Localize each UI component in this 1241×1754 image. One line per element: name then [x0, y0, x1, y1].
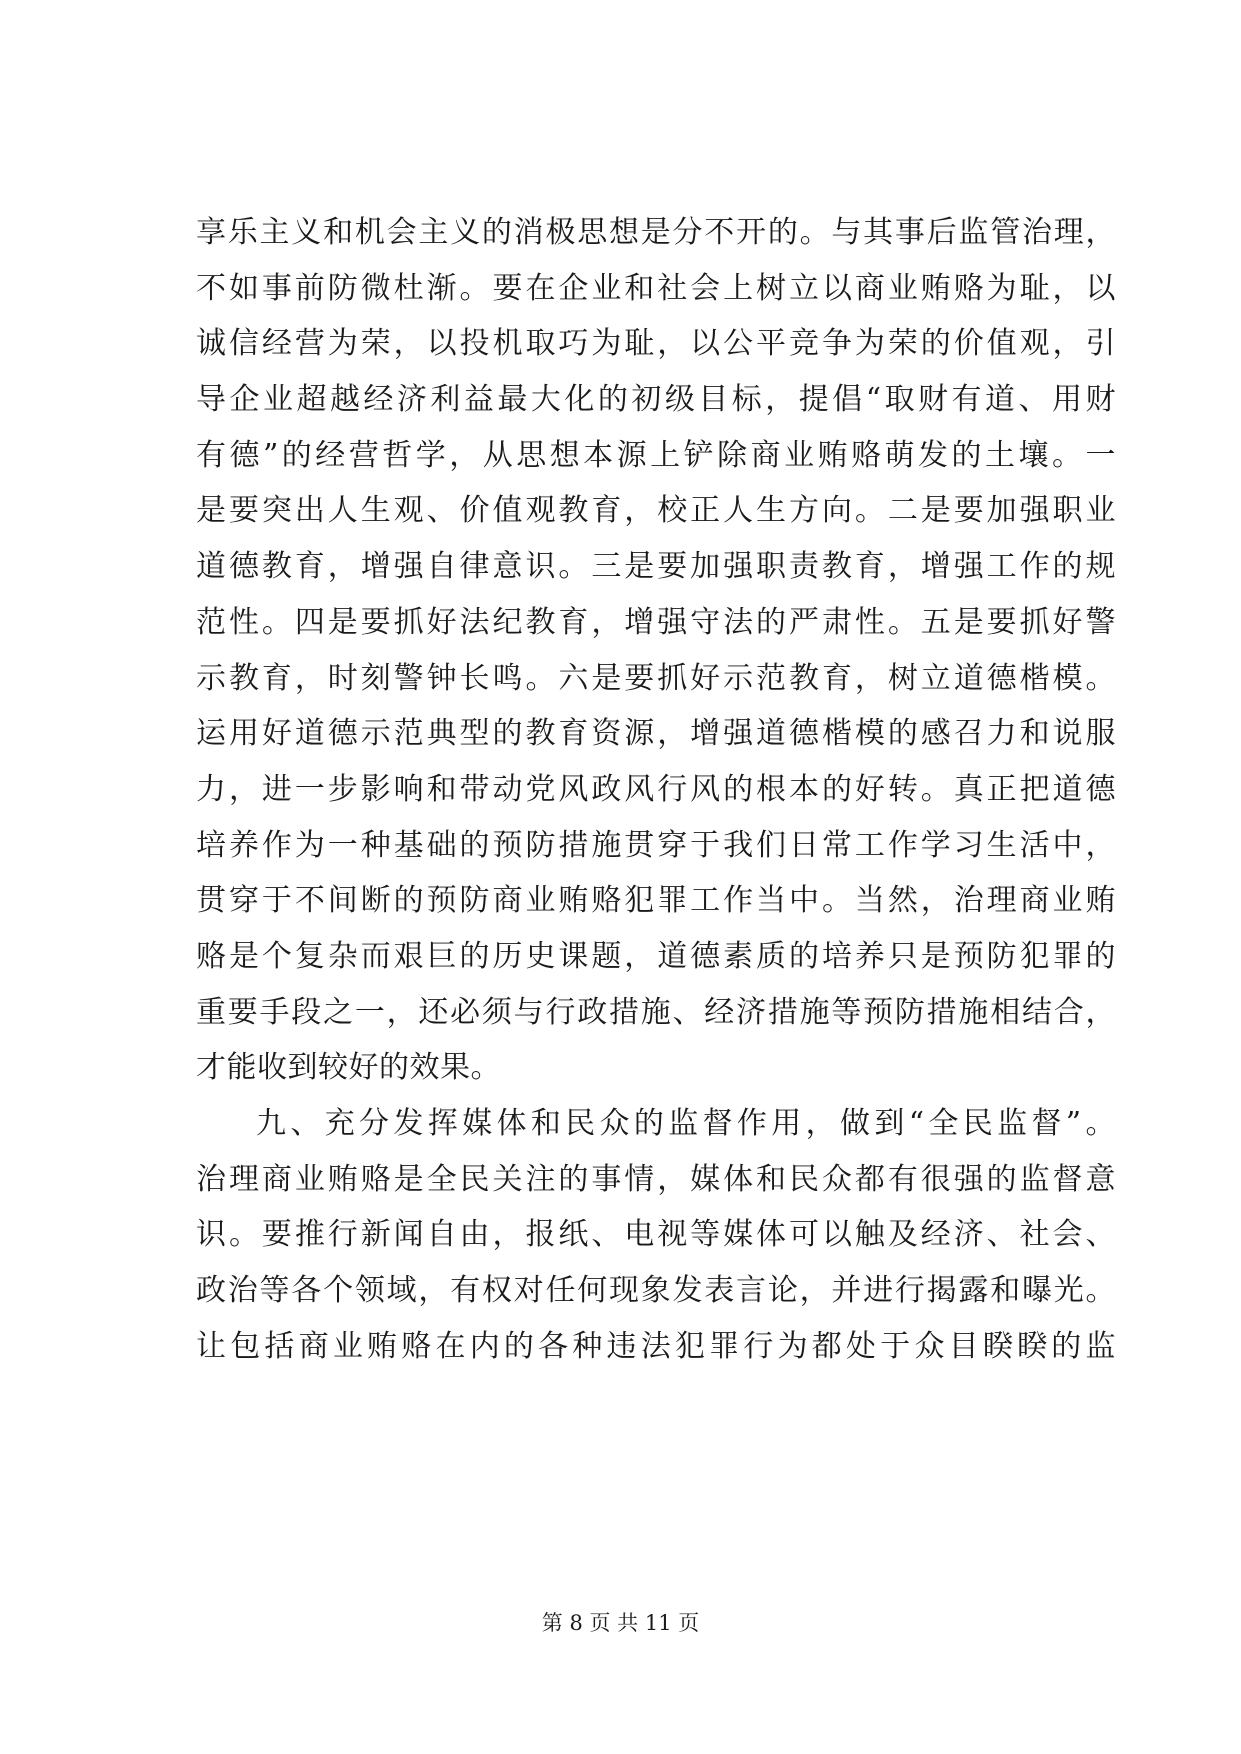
- text-line: 力，进一步影响和带动党风政风行风的根本的好转。真正把道德: [196, 771, 1116, 807]
- text-line: 诚信经营为荣，以投机取巧为耻，以公平竞争为荣的价值观，引: [196, 326, 1116, 362]
- text-line: 培养作为一种基础的预防措施贯穿于我们日常工作学习生活中，: [196, 827, 1116, 863]
- text-line: 享乐主义和机会主义的消极思想是分不开的。与其事后监管治理，: [196, 215, 1116, 250]
- section-heading-line: 九、充分发挥媒体和民众的监督作用，做到“全民监督”。: [256, 1106, 1116, 1141]
- paragraph-2: [196, 1096, 1116, 1374]
- text-line: 示教育，时刻警钟长鸣。六是要抓好示范教育，树立道德楷模。: [196, 660, 1116, 696]
- text-line: 才能收到较好的效果。: [196, 1050, 501, 1086]
- text-line: 重要手段之一，还必须与行政措施、经济措施等预防措施相结合，: [196, 994, 1116, 1030]
- text-line: 让包括商业贿赂在内的各种违法犯罪行为都处于众目睽睽的监: [196, 1328, 1116, 1364]
- text-line: 治理商业贿赂是全民关注的事情，媒体和民众都有很强的监督意: [196, 1161, 1116, 1197]
- document-body: [196, 205, 1116, 1374]
- text-line: 范性。四是要抓好法纪教育，增强守法的严肃性。五是要抓好警: [196, 604, 1116, 640]
- text-line: 贯穿于不间断的预防商业贿赂犯罪工作当中。当然，治理商业贿: [196, 883, 1116, 919]
- text-line: 赂是个复杂而艰巨的历史课题，道德素质的培养只是预防犯罪的: [196, 938, 1116, 974]
- text-line: 是要突出人生观、价值观教育，校正人生方向。二是要加强职业: [196, 493, 1116, 529]
- text-line: 运用好道德示范典型的教育资源，增强道德楷模的感召力和说服: [196, 716, 1116, 752]
- text-line: 导企业超越经济利益最大化的初级目标，提倡“取财有道、用财: [196, 382, 1116, 418]
- text-line: 政治等各个领域，有权对任何现象发表言论，并进行揭露和曝光。: [196, 1273, 1116, 1309]
- text-line: 不如事前防微杜渐。要在企业和社会上树立以商业贿赂为耻，以: [196, 270, 1116, 306]
- text-line: 识。要推行新闻自由，报纸、电视等媒体可以触及经济、社会、: [196, 1217, 1116, 1253]
- page-number-footer: 第 8 页 共 11 页: [541, 1611, 700, 1635]
- paragraph-1: [196, 205, 1116, 1096]
- text-line: 有德”的经营哲学，从思想本源上铲除商业贿赂萌发的土壤。一: [196, 437, 1116, 473]
- text-line: 道德教育，增强自律意识。三是要加强职责教育，增强工作的规: [196, 549, 1116, 585]
